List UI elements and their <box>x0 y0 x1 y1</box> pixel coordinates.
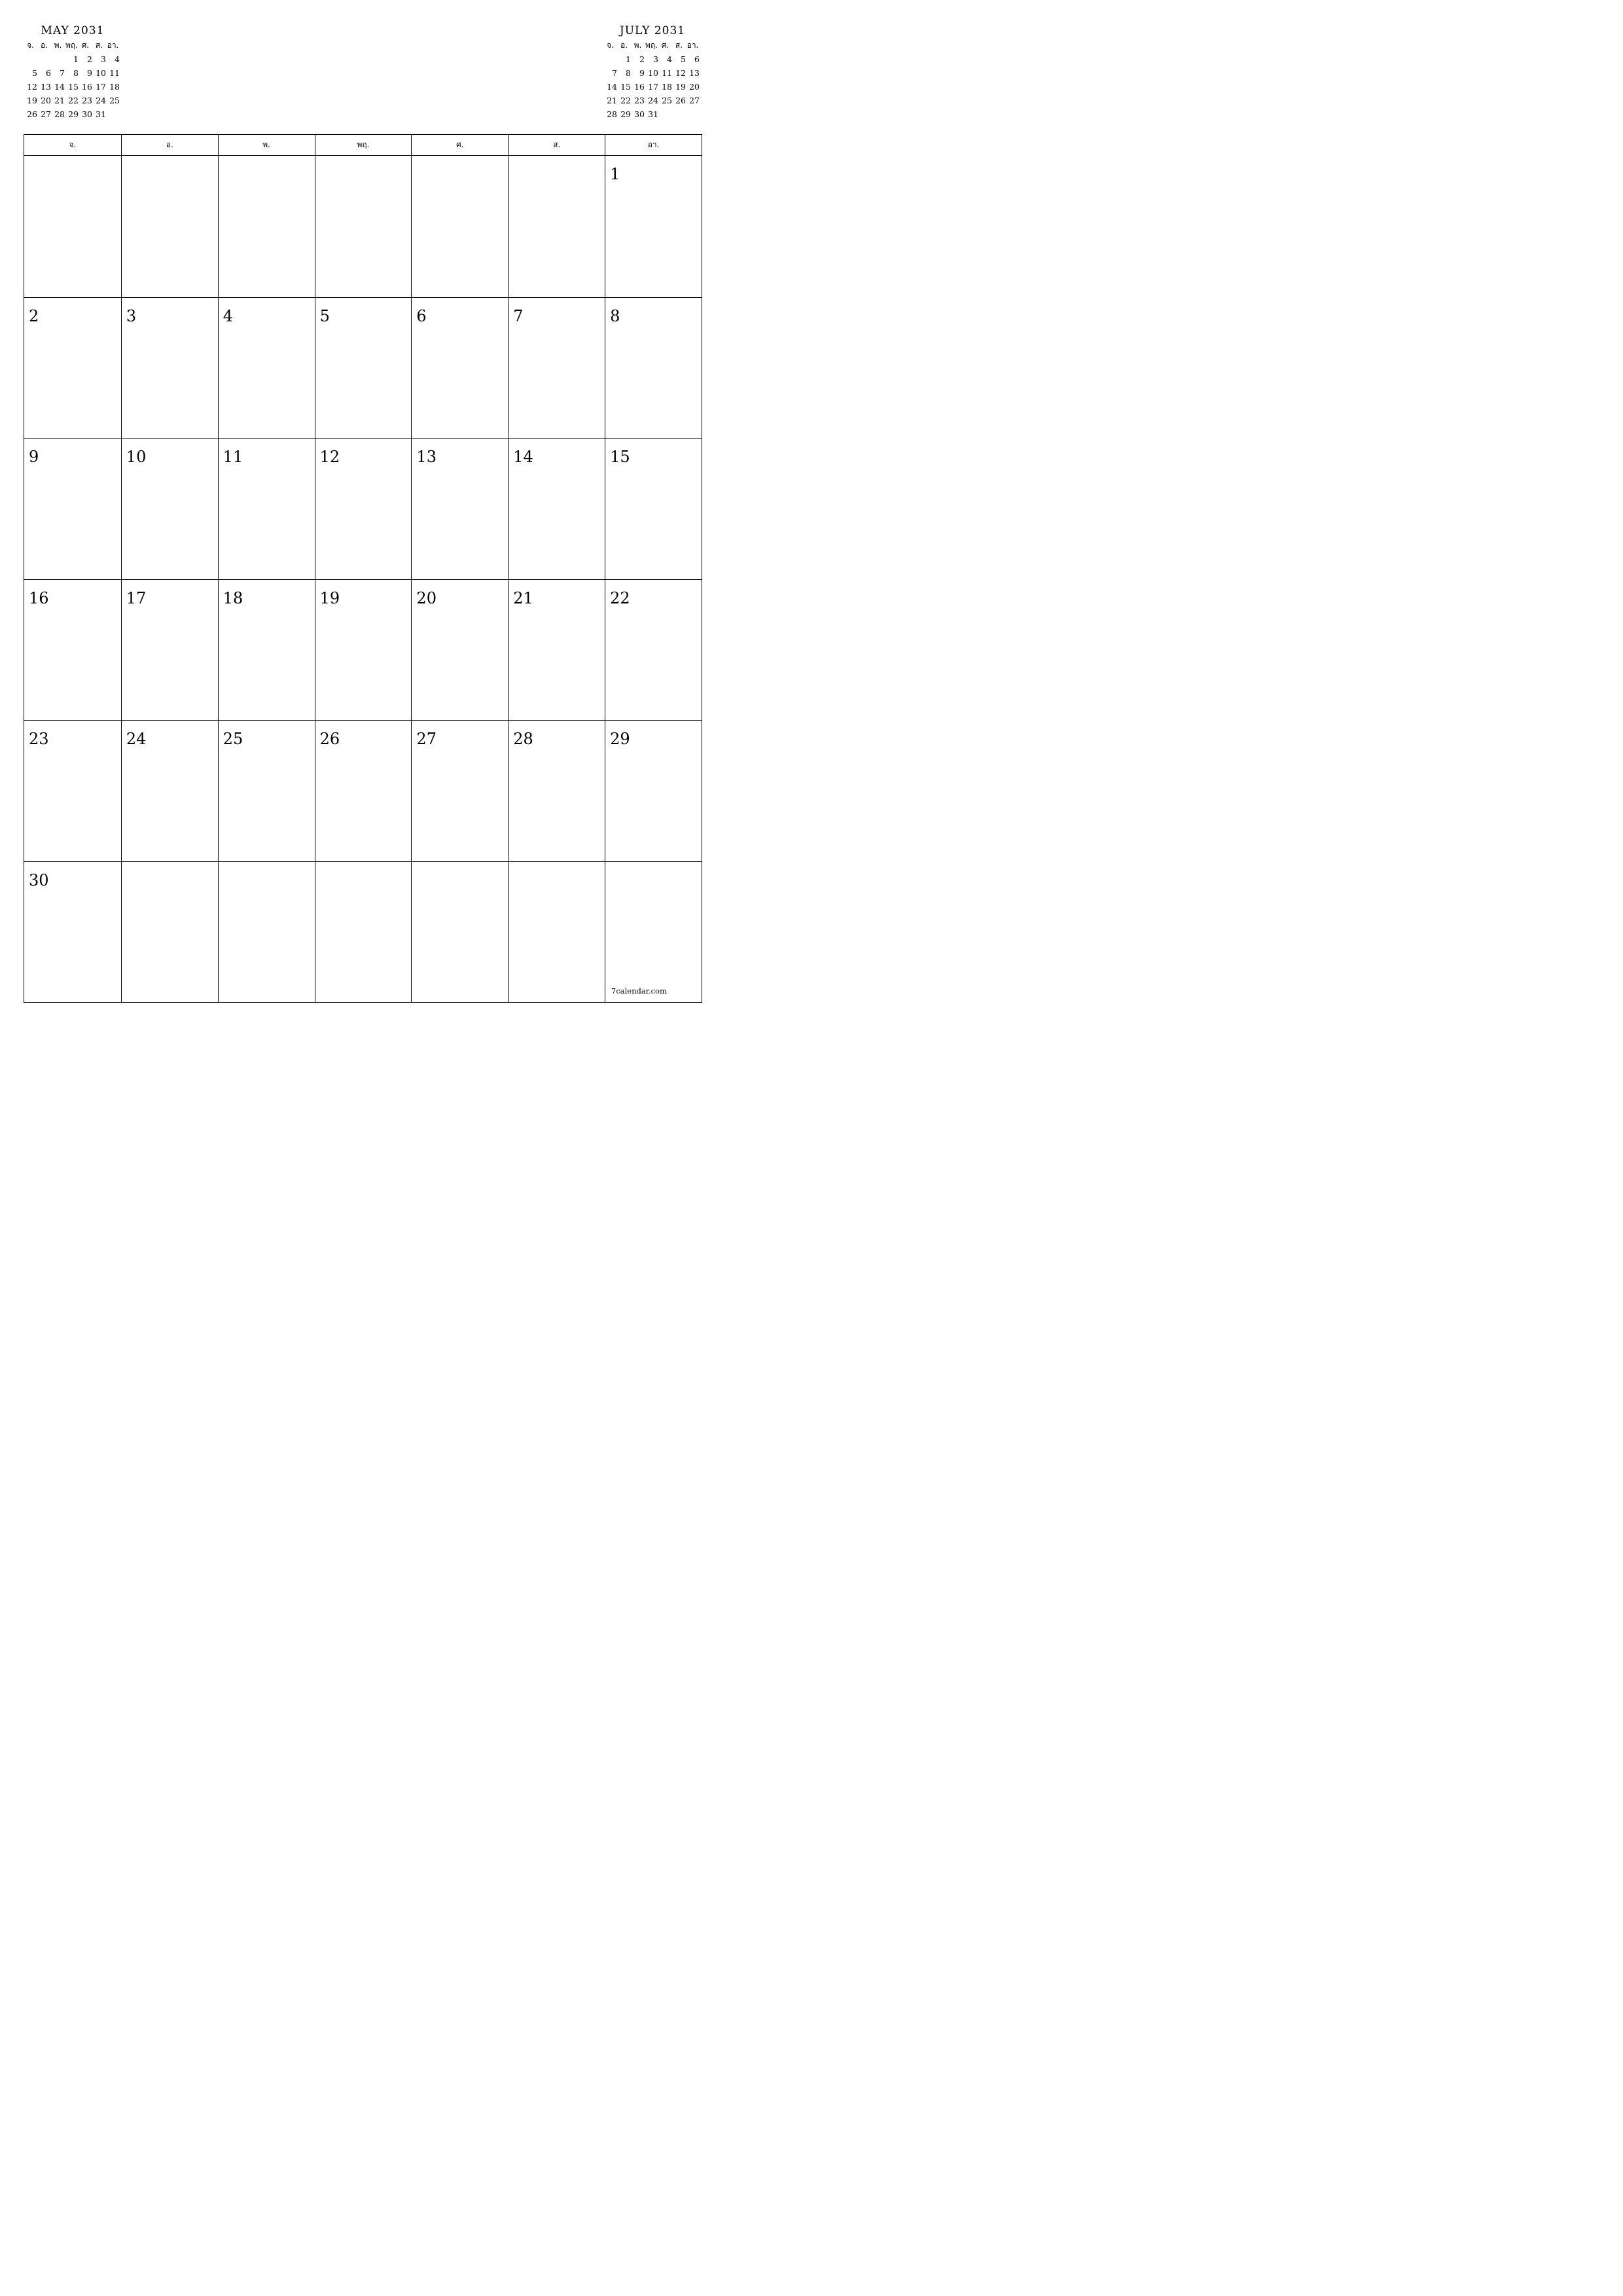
day-number: 28 <box>513 730 533 748</box>
weekday-header <box>24 135 702 156</box>
mini-weekday-label: จ. <box>607 41 614 50</box>
mini-calendar-prev-grid <box>24 39 122 121</box>
weekday-label: พฤ. <box>315 135 412 155</box>
day-cell[interactable] <box>508 297 605 439</box>
mini-day: 2 <box>639 54 645 64</box>
day-number: 12 <box>319 448 340 466</box>
day-number: 22 <box>610 588 630 607</box>
mini-calendar-next <box>603 24 702 121</box>
mini-weekday-label: ศ. <box>81 41 90 50</box>
day-cell[interactable] <box>315 861 412 1003</box>
mini-day: 6 <box>46 68 51 78</box>
weekday-label: อ. <box>121 135 218 155</box>
mini-weekday-label: อา. <box>107 41 119 50</box>
day-cell[interactable] <box>218 438 315 579</box>
mini-weekday-label: พ. <box>633 41 642 50</box>
mini-day <box>24 52 37 66</box>
day-cell[interactable] <box>508 720 605 861</box>
day-cell[interactable] <box>411 438 508 579</box>
month-calendar <box>24 134 702 1003</box>
mini-calendar-prev <box>24 24 122 121</box>
mini-day: 23 <box>634 96 645 105</box>
day-number: 7 <box>513 306 524 325</box>
day-cell[interactable] <box>121 861 218 1003</box>
day-cell[interactable] <box>121 579 218 721</box>
mini-day: 15 <box>620 82 631 92</box>
mini-day: 9 <box>87 68 92 78</box>
day-cell[interactable] <box>24 861 121 1003</box>
mini-day: 31 <box>648 109 658 119</box>
day-cell[interactable] <box>315 579 412 721</box>
mini-day: 22 <box>620 96 631 105</box>
mini-day: 14 <box>607 82 617 92</box>
mini-day: 30 <box>634 109 645 119</box>
mini-day: 9 <box>639 68 645 78</box>
mini-weekday-label: อ. <box>620 41 628 50</box>
mini-day: 8 <box>626 68 631 78</box>
mini-day: 21 <box>607 96 617 105</box>
day-cell[interactable] <box>218 297 315 439</box>
day-cell[interactable] <box>508 438 605 579</box>
mini-weekday-label: ศ. <box>661 41 669 50</box>
day-number: 27 <box>416 730 437 748</box>
day-number: 15 <box>610 448 630 466</box>
day-number: 10 <box>126 448 147 466</box>
mini-day: 4 <box>667 54 672 64</box>
mini-day: 7 <box>60 68 65 78</box>
day-number: 18 <box>223 588 243 607</box>
mini-day <box>106 107 120 121</box>
day-cell[interactable] <box>121 156 218 297</box>
mini-day: 23 <box>82 96 92 105</box>
mini-day <box>51 52 65 66</box>
day-number: 11 <box>223 448 243 466</box>
mini-day: 16 <box>82 82 92 92</box>
day-cell[interactable] <box>411 720 508 861</box>
mini-day: 12 <box>27 82 37 92</box>
day-number: 16 <box>29 588 49 607</box>
day-cell[interactable] <box>411 861 508 1003</box>
mini-day: 26 <box>675 96 686 105</box>
mini-day: 3 <box>101 54 106 64</box>
mini-day: 4 <box>115 54 120 64</box>
mini-weekday-label: พ. <box>54 41 62 50</box>
mini-day: 11 <box>662 68 672 78</box>
mini-weekday-label: อา. <box>687 41 699 50</box>
mini-day <box>658 107 672 121</box>
mini-weekday-label: จ. <box>27 41 34 50</box>
mini-day: 15 <box>68 82 79 92</box>
mini-day: 20 <box>41 96 51 105</box>
mini-day: 8 <box>73 68 79 78</box>
mini-day: 25 <box>662 96 672 105</box>
day-number: 6 <box>416 306 427 325</box>
mini-day: 3 <box>653 54 658 64</box>
day-cell[interactable] <box>605 297 702 439</box>
mini-day: 7 <box>612 68 617 78</box>
weekday-label: พ. <box>218 135 315 155</box>
mini-day: 6 <box>694 54 700 64</box>
mini-day: 31 <box>96 109 106 119</box>
mini-day <box>603 52 617 66</box>
mini-day: 30 <box>82 109 92 119</box>
day-number: 14 <box>513 448 533 466</box>
day-number: 21 <box>513 588 533 607</box>
mini-weekday-label: พฤ. <box>645 41 658 50</box>
day-cell[interactable] <box>605 861 702 1003</box>
day-cell[interactable] <box>508 156 605 297</box>
day-cell[interactable] <box>411 297 508 439</box>
mini-day: 28 <box>54 109 65 119</box>
mini-day: 25 <box>109 96 120 105</box>
weekday-label: ส. <box>508 135 605 155</box>
day-number: 13 <box>416 448 437 466</box>
day-cell[interactable] <box>121 297 218 439</box>
weekday-label: อา. <box>605 135 702 155</box>
mini-day: 1 <box>73 54 79 64</box>
mini-day: 29 <box>620 109 631 119</box>
day-number: 2 <box>29 306 39 325</box>
mini-day <box>37 52 51 66</box>
day-cell[interactable] <box>218 579 315 721</box>
mini-day: 27 <box>41 109 51 119</box>
day-number: 3 <box>126 306 137 325</box>
day-cell[interactable] <box>24 720 121 861</box>
day-cell[interactable] <box>411 579 508 721</box>
mini-day: 19 <box>27 96 37 105</box>
mini-weekday-label: พฤ. <box>65 41 78 50</box>
day-cell[interactable] <box>315 720 412 861</box>
mini-day: 18 <box>109 82 120 92</box>
day-cell[interactable] <box>24 438 121 579</box>
day-cell[interactable] <box>24 297 121 439</box>
mini-day: 10 <box>648 68 658 78</box>
day-cell[interactable] <box>24 579 121 721</box>
mini-day: 17 <box>648 82 658 92</box>
day-number: 1 <box>610 165 620 183</box>
weekday-label: ศ. <box>411 135 508 155</box>
day-cell[interactable] <box>315 297 412 439</box>
calendar-grid <box>24 156 702 1002</box>
site-credit: 7calendar.com <box>611 986 667 996</box>
mini-day: 11 <box>109 68 120 78</box>
day-cell[interactable] <box>24 156 121 297</box>
mini-day: 10 <box>96 68 106 78</box>
mini-day: 2 <box>87 54 92 64</box>
day-number: 25 <box>223 730 243 748</box>
mini-day <box>686 107 700 121</box>
day-cell[interactable] <box>605 720 702 861</box>
mini-calendar-prev-title: MAY 2031 <box>41 24 105 37</box>
day-cell[interactable] <box>218 156 315 297</box>
mini-day: 21 <box>54 96 65 105</box>
weekday-label: จ. <box>69 140 77 149</box>
mini-weekday-label: ส. <box>95 41 103 50</box>
mini-day: 12 <box>675 68 686 78</box>
mini-day: 28 <box>607 109 617 119</box>
mini-day: 24 <box>96 96 106 105</box>
mini-day: 13 <box>689 68 700 78</box>
mini-day: 1 <box>626 54 631 64</box>
mini-day: 16 <box>634 82 645 92</box>
day-number: 5 <box>319 306 330 325</box>
day-cell[interactable] <box>315 156 412 297</box>
mini-day: 27 <box>689 96 700 105</box>
mini-weekday-label: อ. <box>40 41 48 50</box>
day-number: 30 <box>29 870 49 889</box>
day-number: 8 <box>610 306 620 325</box>
day-cell[interactable] <box>508 861 605 1003</box>
mini-day: 14 <box>54 82 65 92</box>
day-number: 24 <box>126 730 147 748</box>
mini-day: 26 <box>27 109 37 119</box>
mini-day: 22 <box>68 96 79 105</box>
day-cell[interactable] <box>605 579 702 721</box>
day-number: 23 <box>29 730 49 748</box>
mini-day: 5 <box>681 54 686 64</box>
day-number: 29 <box>610 730 630 748</box>
day-number: 20 <box>416 588 437 607</box>
day-cell[interactable] <box>508 579 605 721</box>
day-number: 26 <box>319 730 340 748</box>
day-number: 19 <box>319 588 340 607</box>
day-cell[interactable] <box>315 438 412 579</box>
day-number: 17 <box>126 588 147 607</box>
mini-day: 5 <box>32 68 37 78</box>
mini-day: 18 <box>662 82 672 92</box>
mini-day: 17 <box>96 82 106 92</box>
day-number: 4 <box>223 306 233 325</box>
mini-day <box>672 107 686 121</box>
day-number: 9 <box>29 448 39 466</box>
day-cell[interactable] <box>411 156 508 297</box>
day-cell[interactable] <box>605 438 702 579</box>
mini-day: 13 <box>41 82 51 92</box>
mini-day: 29 <box>68 109 79 119</box>
day-cell[interactable] <box>218 720 315 861</box>
mini-weekday-label: ส. <box>675 41 683 50</box>
day-cell[interactable] <box>121 720 218 861</box>
day-cell[interactable] <box>218 861 315 1003</box>
mini-calendar-next-grid <box>603 39 702 121</box>
mini-day: 24 <box>648 96 658 105</box>
day-cell[interactable] <box>605 156 702 297</box>
day-cell[interactable] <box>121 438 218 579</box>
mini-calendar-next-title: JULY 2031 <box>619 24 686 37</box>
mini-day: 19 <box>675 82 686 92</box>
mini-day: 20 <box>689 82 700 92</box>
